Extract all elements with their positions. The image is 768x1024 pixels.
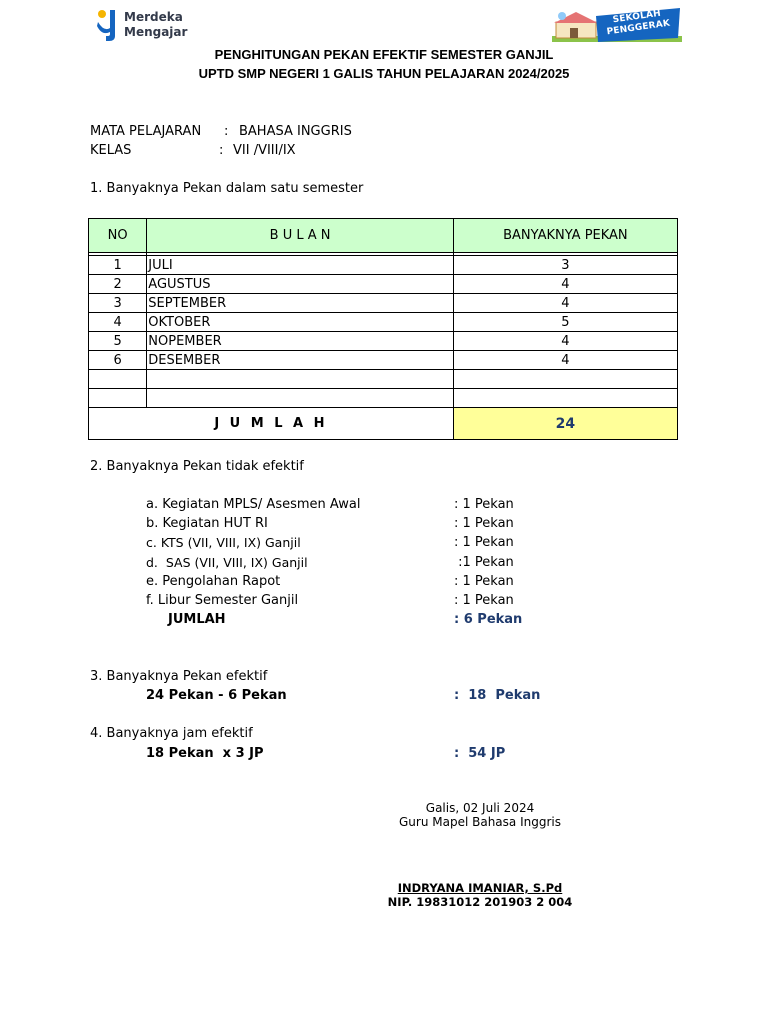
- merdeka-mengajar-icon: [96, 8, 122, 42]
- non-effective-total-label: JUMLAH: [168, 612, 226, 627]
- row-no: 4: [89, 313, 147, 332]
- non-effective-item-label: f. Libur Semester Ganjil: [146, 593, 299, 608]
- row-no: 2: [89, 275, 147, 294]
- section3-heading: 3. Banyaknya Pekan efektif: [90, 669, 268, 684]
- non-effective-item-label: e. Pengolahan Rapot: [146, 574, 281, 589]
- effective-weeks-formula: 24 Pekan - 6 Pekan: [146, 688, 287, 703]
- effective-weeks-result: : 18 Pekan: [454, 688, 541, 703]
- row-bulan: JULI: [147, 256, 454, 275]
- table-row: [89, 332, 678, 351]
- non-effective-item-value: : 1 Pekan: [454, 535, 514, 550]
- signature-nip: NIP. 19831012 201903 2 004: [387, 895, 573, 909]
- section2-heading: 2. Banyaknya Pekan tidak efektif: [90, 459, 304, 474]
- total-label: J U M L A H: [89, 408, 454, 440]
- row-bulan: NOPEMBER: [147, 332, 454, 351]
- merdeka-mengajar-logo: [96, 8, 196, 44]
- non-effective-item-label: a. Kegiatan MPLS/ Asesmen Awal: [146, 497, 361, 512]
- subject-label: MATA PELAJARAN: [90, 124, 202, 139]
- signature-place-date: Galis, 02 Juli 2024: [425, 801, 535, 815]
- table-header-row: [89, 219, 678, 253]
- non-effective-item-value: :1 Pekan: [454, 555, 514, 570]
- effective-hours-formula: 18 Pekan x 3 JP: [146, 746, 264, 761]
- subject-separator: :: [224, 124, 229, 139]
- page-title-line2: UPTD SMP NEGERI 1 GALIS TAHUN PELAJARAN 2024/2025: [198, 66, 570, 81]
- class-label: KELAS: [90, 143, 132, 158]
- class-separator: :: [219, 143, 224, 158]
- non-effective-item-label: d. SAS (VII, VIII, IX) Ganjil: [146, 555, 308, 570]
- row-bulan: AGUSTUS: [147, 275, 454, 294]
- column-header-pekan: BANYAKNYA PEKAN: [453, 219, 677, 253]
- non-effective-item-value: : 1 Pekan: [454, 516, 514, 531]
- table-row-empty: [89, 389, 678, 408]
- table-row: [89, 294, 678, 313]
- signature-name: INDRYANA IMANIAR, S.Pd: [397, 881, 563, 895]
- weeks-per-month-table: [88, 218, 678, 440]
- non-effective-item-label: b. Kegiatan HUT RI: [146, 516, 268, 531]
- row-pekan: 4: [453, 332, 677, 351]
- section4-heading: 4. Banyaknya jam efektif: [90, 726, 253, 741]
- sekolah-penggerak-logo: [552, 8, 682, 44]
- row-pekan: 5: [453, 313, 677, 332]
- row-no: 6: [89, 351, 147, 370]
- total-value: 24: [453, 408, 677, 440]
- table-row-empty: [89, 370, 678, 389]
- table-row: [89, 275, 678, 294]
- page-title-line1: PENGHITUNGAN PEKAN EFEKTIF SEMESTER GANJIL: [214, 47, 554, 62]
- column-header-no: NO: [89, 219, 147, 253]
- row-bulan: SEPTEMBER: [147, 294, 454, 313]
- row-pekan: 4: [453, 294, 677, 313]
- logo-text-line2: Mengajar: [124, 25, 188, 39]
- column-header-bulan: B U L A N: [147, 219, 454, 253]
- row-no: 5: [89, 332, 147, 351]
- signature-role: Guru Mapel Bahasa Inggris: [399, 815, 561, 829]
- class-value: VII /VIII/IX: [233, 143, 296, 158]
- subject-value: BAHASA INGGRIS: [239, 124, 352, 139]
- logo-text-line1: Merdeka: [124, 10, 183, 24]
- table-row: [89, 351, 678, 370]
- row-pekan: 4: [453, 275, 677, 294]
- non-effective-total-value: : 6 Pekan: [454, 612, 523, 627]
- row-no: 3: [89, 294, 147, 313]
- effective-hours-result: : 54 JP: [454, 746, 506, 761]
- non-effective-item-value: : 1 Pekan: [454, 497, 514, 512]
- table-row: [89, 256, 678, 275]
- table-total-row: [89, 408, 678, 440]
- section1-heading: 1. Banyaknya Pekan dalam satu semester: [90, 181, 364, 196]
- row-no: 1: [89, 256, 147, 275]
- non-effective-item-label: c. KTS (VII, VIII, IX) Ganjil: [146, 535, 301, 550]
- row-bulan: DESEMBER: [147, 351, 454, 370]
- non-effective-item-value: : 1 Pekan: [454, 593, 514, 608]
- table-row: [89, 313, 678, 332]
- row-pekan: 3: [453, 256, 677, 275]
- sekolah-penggerak-text: SEKOLAH PENGGERAK: [606, 8, 671, 38]
- non-effective-item-value: : 1 Pekan: [454, 574, 514, 589]
- row-pekan: 4: [453, 351, 677, 370]
- row-bulan: OKTOBER: [147, 313, 454, 332]
